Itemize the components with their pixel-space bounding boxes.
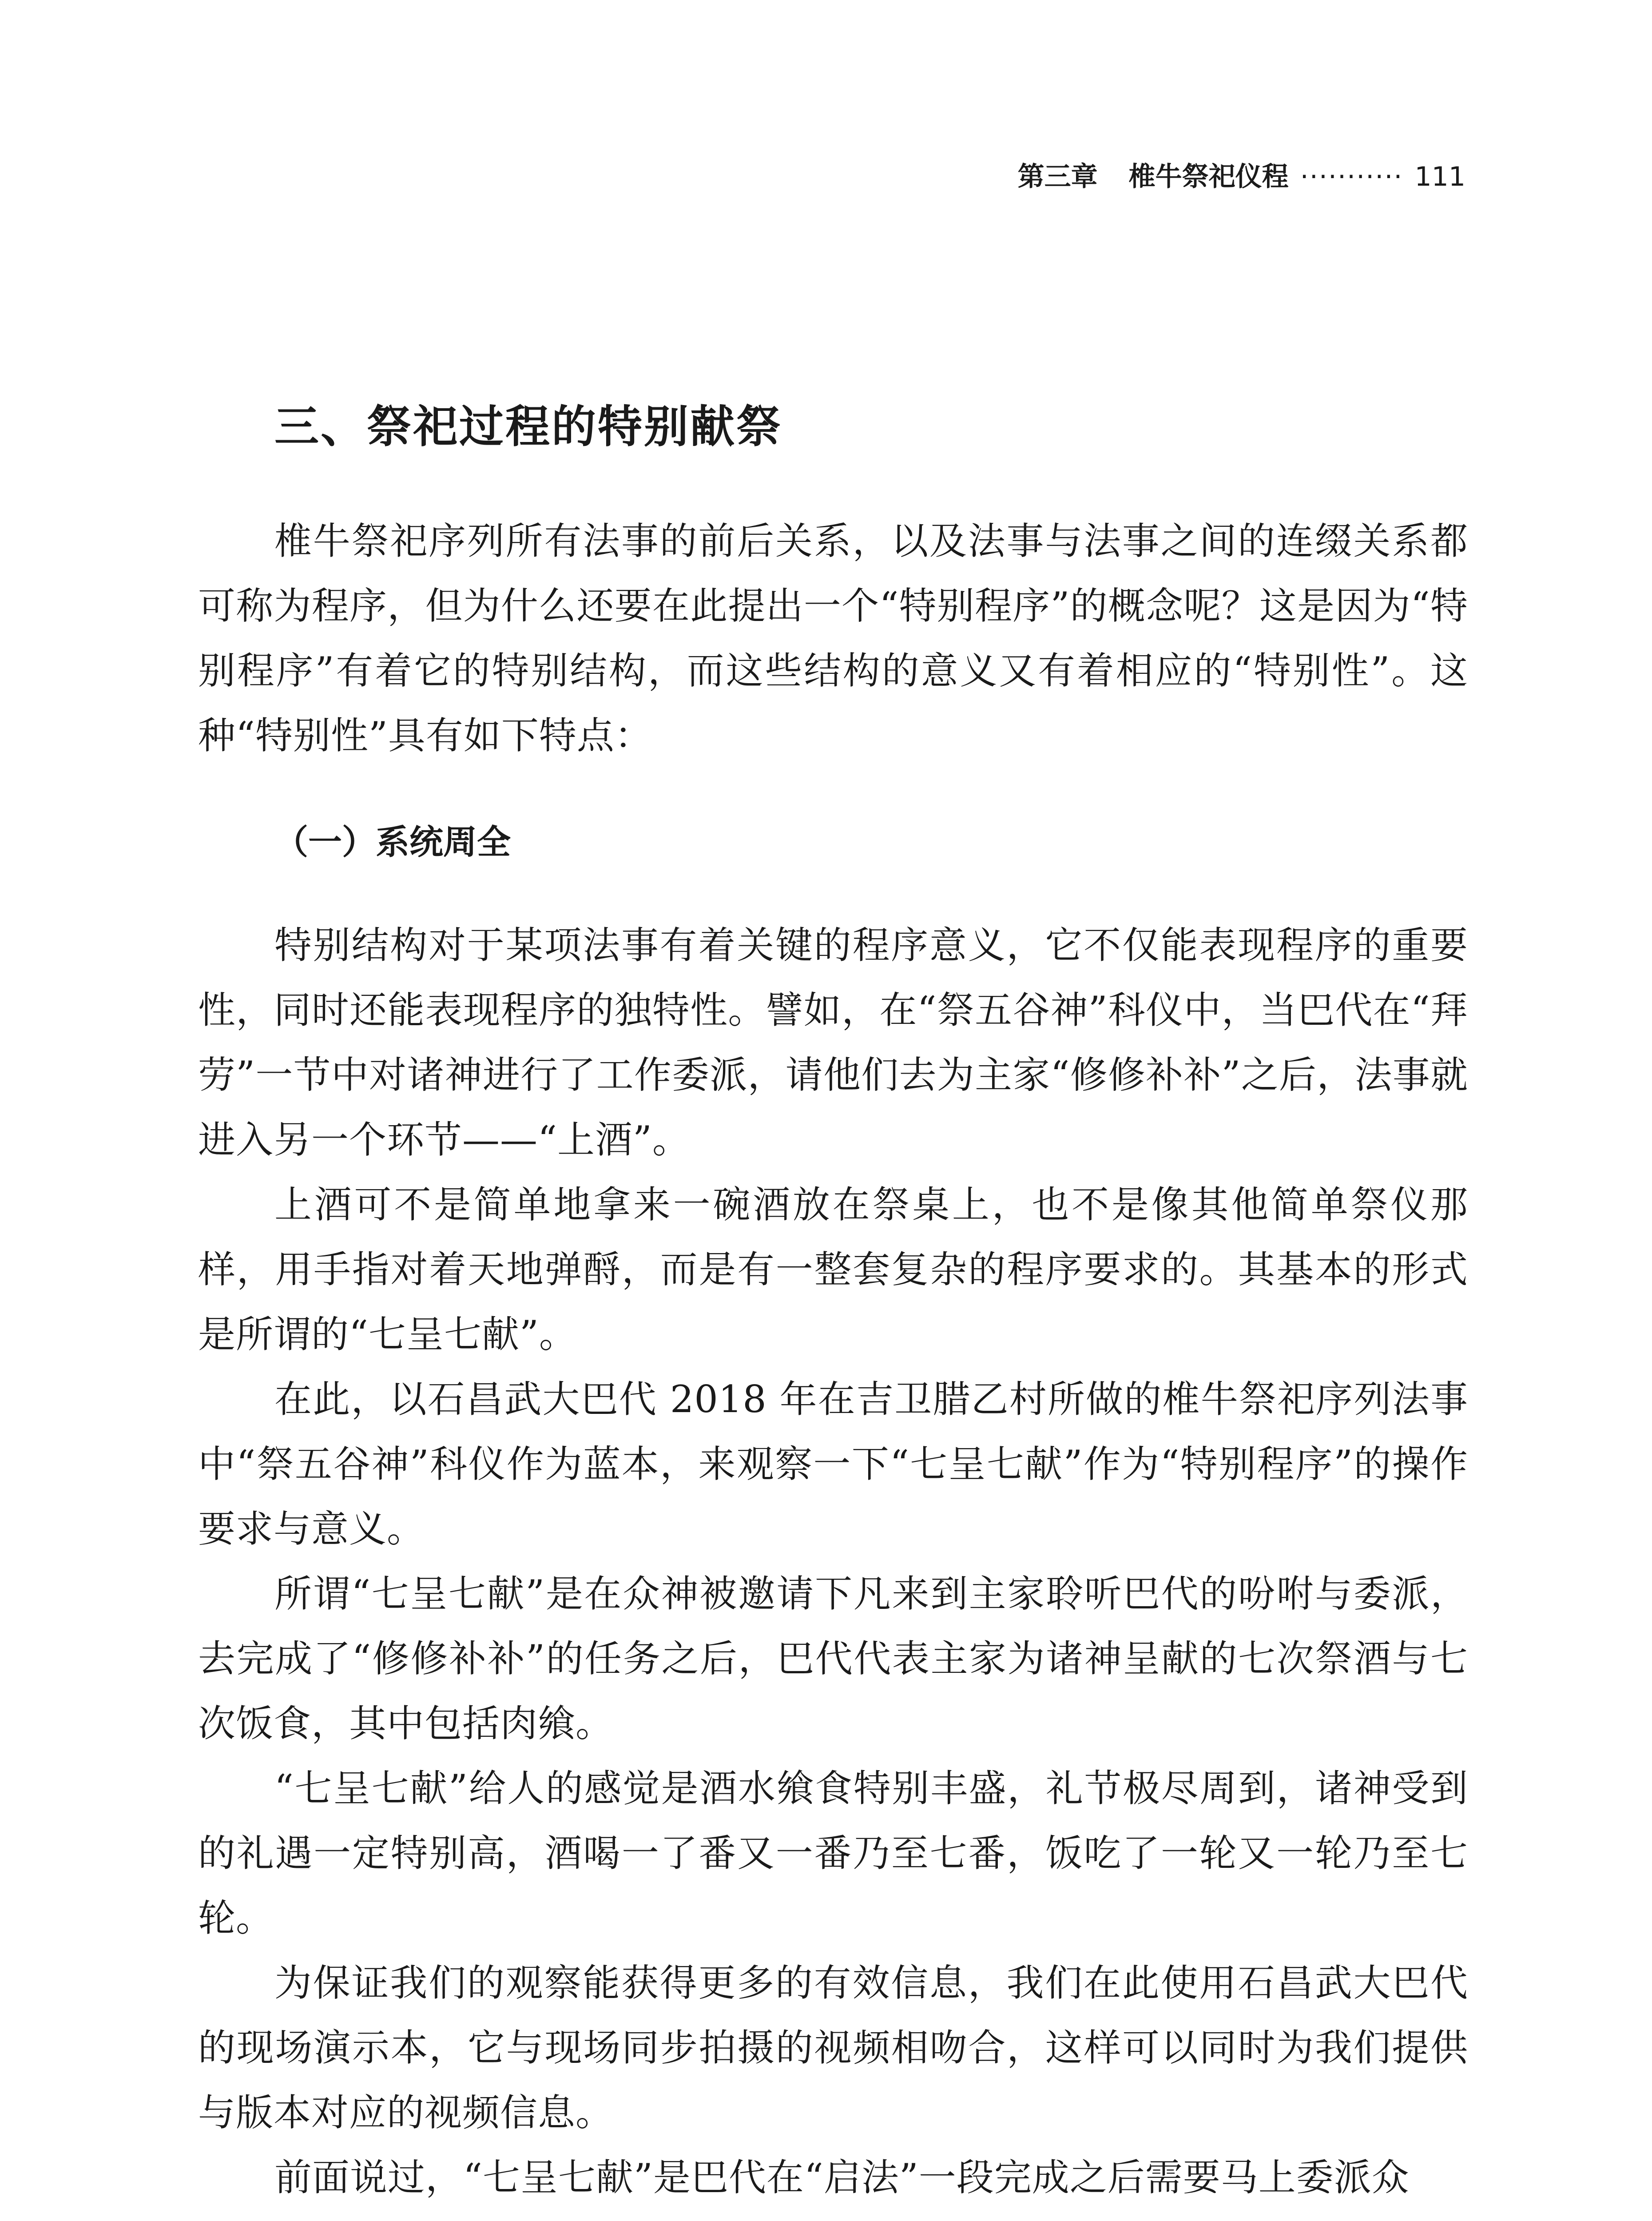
paragraph: 为保证我们的观察能获得更多的有效信息，我们在此使用石昌武大巴代的现场演示本，它与现场同步拍摄的视频相吻合，这样可以同时为我们提供与版本对应的视频信息。 [198,1961,1468,2134]
page-number: 111 [1414,161,1465,192]
paragraph: 所谓“七呈七献”是在众神被邀请下凡来到主家聆听巴代的吩咐与委派，去完成了“修修补补”的任务之后，巴代代表主家为诸神呈献的七次祭酒与七次饭食，其中包括肉飨。 [198,1572,1468,1745]
paragraph: 上酒可不是简单地拿来一碗酒放在祭桌上，也不是像其他简单祭仪那样，用手指对着天地弹酹，而是有一整套复杂的程序要求的。其基本的形式是所谓的“七呈七献”。 [198,1183,1468,1356]
paragraph: 在此，以石昌武大巴代 2018 年在吉卫腊乙村所做的椎牛祭祀序列法事中“祭五谷神”科仪作为蓝本，来观察一下“七呈七献”作为“特别程序”的操作要求与意义。 [198,1377,1468,1551]
subheading: （一）系统周全 [274,822,511,862]
body-text [198,913,1468,2210]
paragraph: “七呈七献”给人的感觉是酒水飨食特别丰盛，礼节极尽周到，诸神受到的礼遇一定特别高，酒喝一了番又一番乃至七番，饭吃了一轮又一轮乃至七轮。 [198,1767,1468,1940]
chapter-label: 第三章 [1017,161,1098,192]
intro-paragraph: 椎牛祭祀序列所有法事的前后关系，以及法事与法事之间的连缀关系都可称为程序，但为什么还要在此提出一个“特别程序”的概念呢？这是因为“特别程序”有着它的特别结构，而这些结构的意义又有着相应的“特别性”。这种“特别性”具有如下特点： [198,519,1468,757]
running-header [1018,155,1465,194]
section-title: 三、祭祀过程的特别献祭 [274,401,782,453]
intro-block [198,509,1468,768]
chapter-title: 椎牛祭祀仪程 [1128,161,1289,192]
paragraph: 特别结构对于某项法事有着关键的程序意义，它不仅能表现程序的重要性，同时还能表现程序的独特性。譬如，在“祭五谷神”科仪中，当巴代在“拜劳”一节中对诸神进行了工作委派，请他们去为主家“修修补补”之后，法事就进入另一个环节——“上酒”。 [198,923,1468,1162]
dot-leader: ··········· [1300,161,1403,192]
paragraph: 前面说过，“七呈七献”是巴代在“启法”一段完成之后需要马上委派众 [274,2156,1410,2199]
